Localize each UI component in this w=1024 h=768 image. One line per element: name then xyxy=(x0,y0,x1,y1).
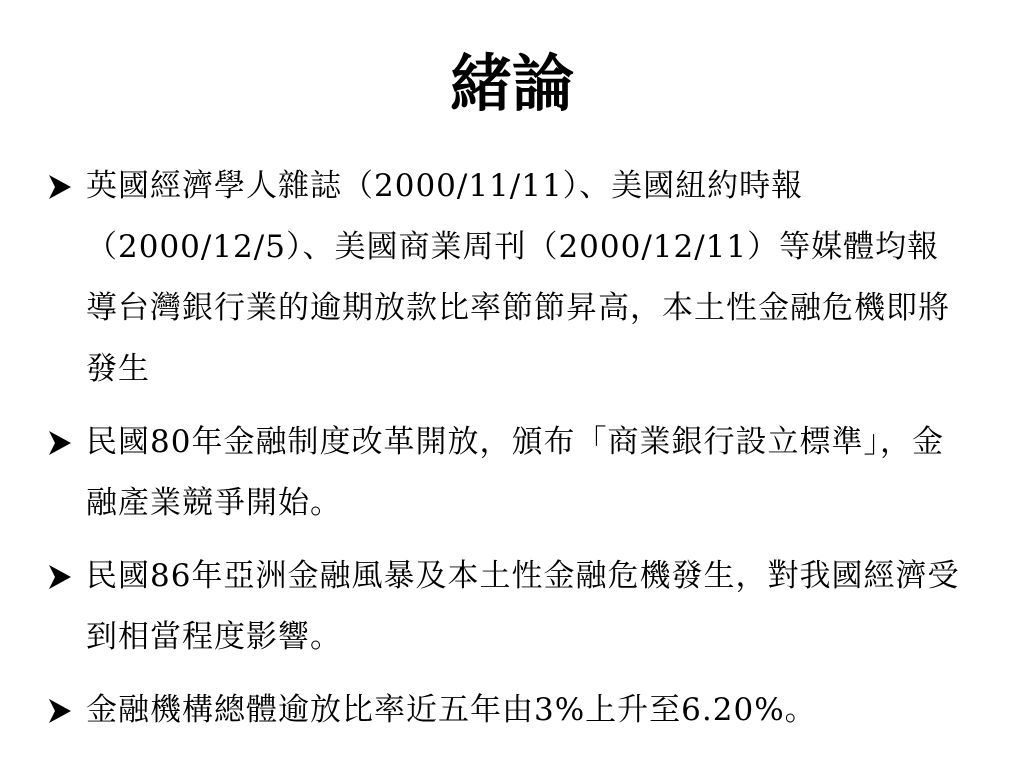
bullet-text: 金融機構總體逾放比率近五年由3%上升至6.20%。 xyxy=(86,692,817,728)
bullet-item xyxy=(48,546,968,668)
arrowhead-bullet-icon xyxy=(48,680,82,741)
arrowhead-bullet-icon xyxy=(48,156,82,217)
arrowhead-bullet-icon xyxy=(48,412,82,473)
bullet-list xyxy=(48,156,968,753)
bullet-item xyxy=(48,156,968,400)
bullet-item xyxy=(48,680,968,741)
bullet-text: 民國80年金融制度改革開放，頒布「商業銀行設立標準」，金融產業競爭開始。 xyxy=(86,424,944,521)
bullet-text: 英國經濟學人雜誌（2000/11/11）、美國紐約時報（2000/12/5）、美國商業周刊（2000/12/11）等媒體均報導台灣銀行業的逾期放款比率節節昇高，本土性金融危機即將發生 xyxy=(86,168,950,387)
bullet-text: 民國86年亞洲金融風暴及本土性金融危機發生，對我國經濟受到相當程度影響。 xyxy=(86,558,960,655)
bullet-item xyxy=(48,412,968,534)
slide-title: 緒論 xyxy=(449,47,574,120)
arrowhead-bullet-icon xyxy=(48,546,82,607)
